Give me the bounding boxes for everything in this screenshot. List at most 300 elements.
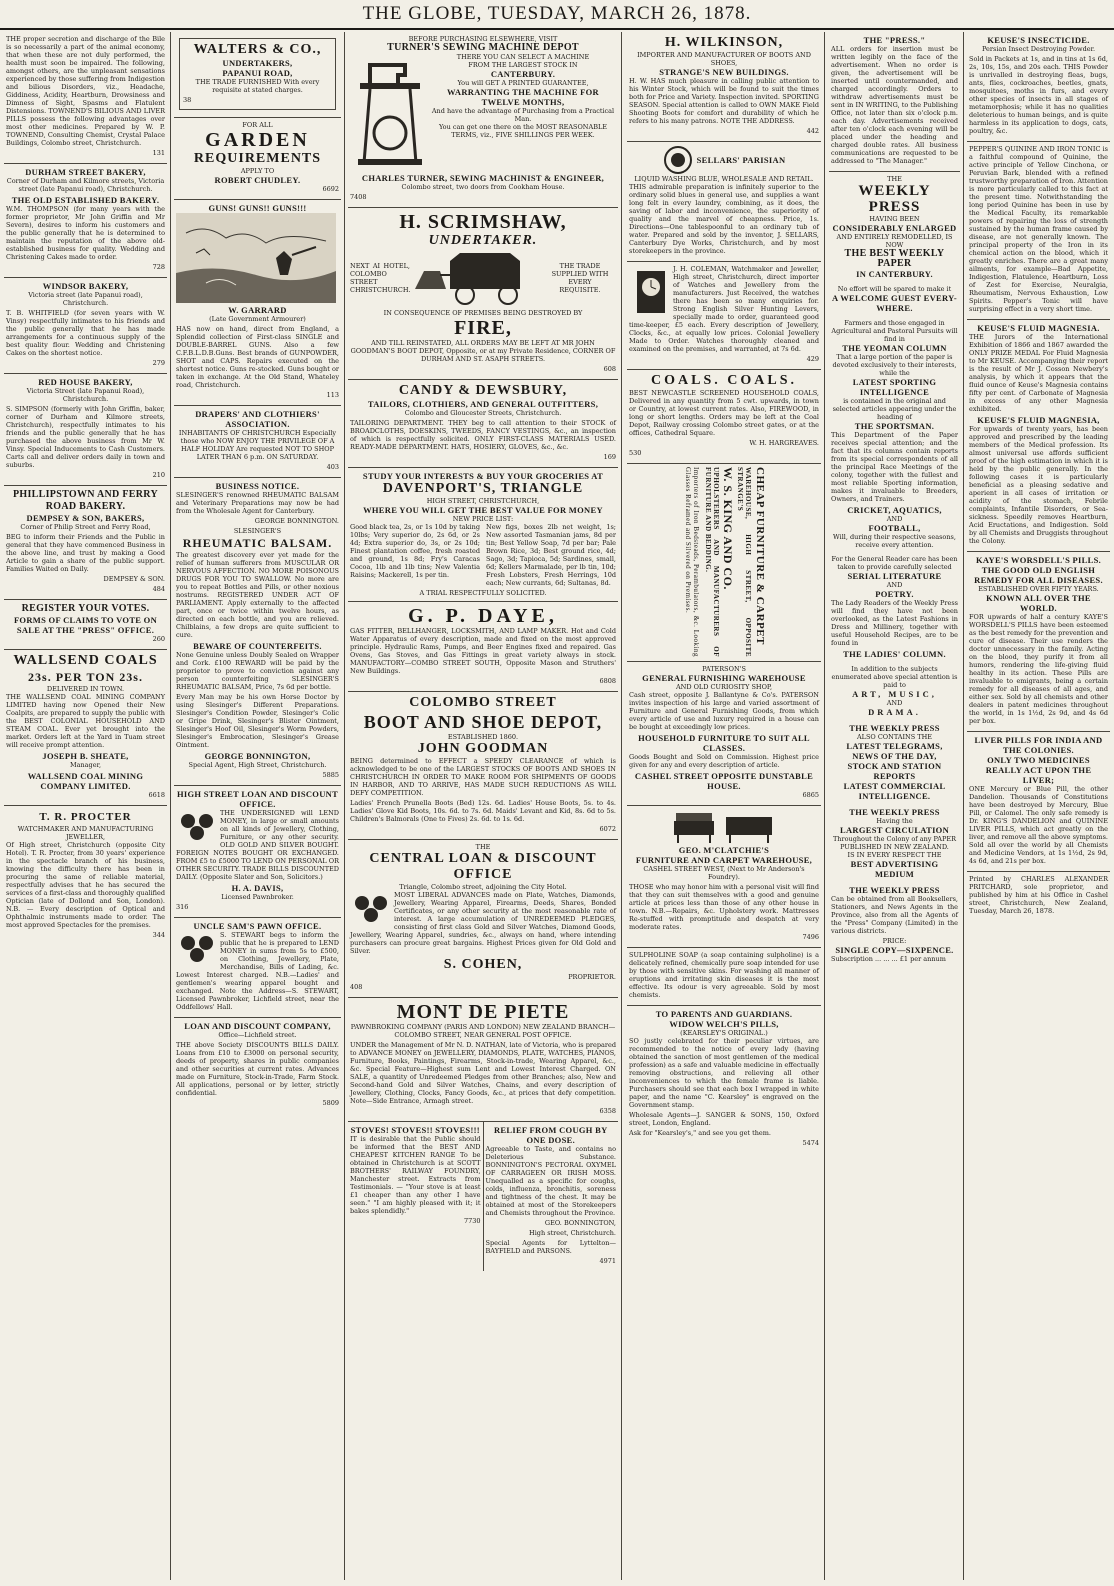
ad-pretitle: THE — [475, 843, 491, 851]
column-rule — [963, 32, 964, 1580]
ad-townend-pills — [4, 32, 167, 164]
ad-signature: DEMPSEY & SON. — [103, 575, 165, 583]
ad-address: WAREHOUSE, HIGH STREET, OPPOSITE STRANGE'S — [736, 467, 752, 657]
ad-phillipstown-bakery — [4, 486, 167, 600]
ad-address: NEXT AI HOTEL, COLOMBO STREET CHRISTCHURCH. — [350, 262, 411, 294]
ad-mclatchie-furniture — [627, 806, 821, 948]
ad-coleman-watchmaker — [627, 262, 821, 370]
ad-role: (Late Government Armourer) — [209, 315, 306, 323]
ad-body: None Genuine unless Doubly Sealed on Wrapper and Cork. £100 REWARD will be paid by the proprietor to prove to conviction against any person counterfeiting SLESINGER'S RHEUMATIC BALSAM, Price, 7s 6d per bottle. — [176, 651, 339, 691]
ad-number: 6618 — [148, 791, 165, 799]
ad-address: Colombo street, two doors from Cookham House. — [401, 183, 565, 191]
ad-line: CRICKET, AQUATICS, — [847, 505, 942, 515]
ad-address: Triangle, Colombo street, adjoining the City Hotel. — [399, 883, 567, 891]
ad-subtitle: Office—Lichfield street. — [218, 1031, 297, 1039]
ad-register-votes — [4, 600, 167, 650]
ad-warning: BEWARE OF COUNTERFEITS. — [193, 641, 322, 651]
ad-body: MOST LIBERAL ADVANCES made on Plate, Watches, Diamonds, Jewellery, Wearing Apparel, Firearms, Deeds, Shares, Bonded Certificates, or any other security at the most reasonable rate of interest. A large accumulation of UNREDEEMED PLEDGES, consisting of first class Gold and Silver Watches, Diamond Goods, Jewellery, Wearing Apparel, sundries, &c., always on hand, where intending purchasers can procure great bargains. Highest Prices given for Old Gold and Silver. — [350, 891, 616, 955]
hearse-engraving — [410, 249, 550, 309]
ad-signature: JOHN GOODMAN — [417, 741, 549, 756]
ad-title: HIGH STREET LOAN AND DISCOUNT OFFICE. — [176, 789, 339, 809]
ad-line: AND ENTIRELY REMODELLED, IS NOW — [836, 233, 953, 249]
ad-signature: GEO. BONNINGTON, — [544, 1219, 616, 1227]
ad-sulpholine-soap — [627, 948, 821, 1006]
ad-subtitle: Persian Insect Destroying Powder. — [981, 45, 1096, 53]
ad-body: SULPHOLINE SOAP (a soap containing sulpholine) is a delicately refined, chemically pure soap intended for use by those with sensitive skins. For washing all manner of eruptions and irritating skin diseases it is the most effective. Its odour is very agreeable. Sold by most chemists. — [629, 951, 819, 999]
ad-line: IS IN EVERY RESPECT THE — [847, 851, 942, 859]
ad-signature: W. GARRARD — [228, 305, 287, 315]
ad-address: CASHEL STREET OPPOSITE DUNSTABLE HOUSE. — [634, 771, 814, 791]
ad-body: FOR upwards of half a century KAYE'S WORSDELL'S PILLS have been esteemed as the best remedy for the prevention and cure of disease. Their use renders the doctor unnecessary in the family. Acting on the blood, they purify it from all humors, rendering the life-giving fluid healthy in its action. These Pills are invaluable to emigrants, being a certain remedy for all diseases of all ages, and either sex. Sold by all chemists and other dealers in patent medicines throughout the world, in 1s 1½d, 2s 9d, and 4s 6d per box. — [969, 613, 1108, 725]
ad-subtitle: FURNITURE AND CARPET WAREHOUSE, — [635, 855, 813, 865]
ad-line: PRICE: — [882, 937, 907, 945]
ad-daye-gasfitter — [348, 602, 618, 692]
ad-subtitle: LIQUID WASHING BLUE, WHOLESALE AND RETAIL. — [634, 175, 814, 183]
ad-role: Licensed Pawnbroker. — [221, 893, 294, 901]
ad-garrard-guns — [174, 200, 341, 406]
ad-tagline: WHERE YOU WILL GET THE BEST VALUE FOR MONEY — [363, 505, 603, 515]
ad-line: You will GET A PRINTED GUARANTEE, — [457, 79, 589, 87]
ad-line: CONSIDERABLY ENLARGED — [832, 223, 957, 233]
ad-loan-discount-company — [174, 1018, 341, 1113]
ad-body: IT is desirable that the Public should be informed that the BEST AND CHEAPEST KITCHEN RANGE To be obtained in Christchurch is at SCOTT BROTHERS' RAILWAY FOUNDRY, Manchester street. Extracts from Testimonials. — "Your stove is at least £1 cheaper than any other I have seen." "I am highly pleased with it; it bakes splendidly." — [350, 1135, 481, 1215]
ad-list: Ladies' French Prunella Boots (Bed) 12s. 6d. Ladies' House Boots, 5s. to 4s. Ladies' Glove Kid Boots, 10s. 6d. to 7s. 6d. Maids' Levant and Kid, 8s. 6d to 5s. Children's Balmorals (One to Fives) 2s. 6d. to 1s. 6d. — [350, 799, 616, 823]
ad-number: 6865 — [802, 791, 819, 799]
ad-title: G. P. DAYE, — [408, 605, 558, 627]
ad-role: High street, Christchurch. — [529, 1229, 616, 1237]
ad-title: THE "PRESS." — [863, 35, 926, 45]
pawn-balls-icon — [178, 933, 218, 963]
ad-body: THOSE who may honor him with a personal visit will find that they can suit themselves with a good and genuine article at prices less than those of any other house in town. N.B.—Repairs, &c. Upholstery work. Mattresses Re-stuffed with promptitude and despatch at very moderate rates. — [629, 883, 819, 931]
ad-body: ONE Mercury or Blue Pill, the other Dandelion. Thousands of Constitutions have been destroyed by Mercury, Blue Pill, or Calomel. The only safe remedy is Dr. KING'S DANDELION and QUININE LIVER PILLS, which act greatly on the liver, and remove all the above symptoms. Sold all over the world by all Chemists and Medicine Vendors, at 1s 1½d, 2s 9d, 4s 6d, and 21s per box. — [969, 785, 1108, 865]
ad-hargreaves-coals — [627, 370, 821, 464]
ad-line: For the General Reader care has been taken to provide carefully selected — [831, 555, 958, 571]
ad-windsor-bakery — [4, 278, 167, 374]
ad-number: 6692 — [322, 185, 339, 193]
ad-mont-de-piete — [348, 998, 618, 1122]
ad-pretitle: SLESINGER'S — [233, 527, 282, 535]
ad-subtitle: TAILORS, CLOTHIERS, AND GENERAL OUTFITTERS, — [367, 399, 599, 409]
ad-line: AND — [886, 515, 903, 523]
ad-title: RELIEF FROM COUGH BY ONE DOSE. — [493, 1125, 608, 1145]
ad-title: DRAPERS' AND CLOTHIERS' ASSOCIATION. — [195, 409, 320, 429]
ad-subtitle: ESTABLISHED OVER FIFTY YEARS. — [978, 585, 1099, 593]
ad-title: WEEKLY PRESS — [858, 183, 931, 215]
sewing-machine-engraving — [350, 53, 430, 173]
column-5 — [829, 32, 960, 1580]
ad-body: TAILORING DEPARTMENT. THEY beg to call attention to their STOCK of BROADCLOTHS, DOESKINS, TWEEDS, FANCY VESTINGS, &c., an inspection of which is respectfully solicited. ONLY FIRST-CLASS MATERIALS USED. READY-MADE DEPARTMENT. HATS, HOSIERY, GLOVES, &c., &c. — [350, 419, 616, 451]
ad-title: TO PARENTS AND GUARDIANS. — [655, 1009, 793, 1019]
ad-body: For upwards of twenty years, has been approved and prescribed by the leading members of the Medical profession. Its almost universal use affords sufficient proof of the high estimation in which it is held by the public generally. In the following cases it is particularly beneficial as a pleasing sedative and aperient in all cases of irritation or acidity of the stomach, Febrile complaints, Infantile Disorders, or Sea-sickness. Speedily removes Heartburn, Acid Eructations, and Indigestion. Sold by all Chemists and Druggists throughout the Colony. — [969, 425, 1108, 545]
column-1 — [4, 32, 167, 1580]
ad-line: DRAMA. — [868, 707, 921, 717]
ad-body: W.M. THOMPSON (for many years with the former proprietor, Mr John Griffin and Mr Severn), desires to inform his customers and the public generally that he is determined to maintain the reputation of the above old-established business for quality. Wedding and Christening Cakes made to order. — [6, 205, 165, 261]
ad-sellars-blue — [627, 142, 821, 262]
ad-subtitle: THE OLD ESTABLISHED BAKERY. — [11, 195, 160, 205]
ad-line: And have the advantage of Purchasing from a Practical Man. — [431, 107, 615, 123]
ad-line: Subscription ... ... ... £1 per annum — [831, 955, 946, 963]
ad-title: WINDSOR BAKERY, — [42, 281, 129, 291]
ad-title: MONT DE PIETE — [396, 1001, 570, 1023]
ad-agent: Wholesale Agents—J. SANGER & SONS, 150, Oxford street, London, England. — [629, 1111, 819, 1127]
column-rule — [170, 32, 171, 1580]
ad-number: 6808 — [599, 677, 616, 685]
ad-line: In addition to the subjects enumerated above special attention is paid to — [831, 665, 958, 689]
ad-line: THE YEOMAN COLUMN — [842, 343, 947, 353]
ad-subtitle: PAWNBROKING COMPANY (PARIS AND LONDON) NEW ZEALAND BRANCH—COLOMBO STREET, NEAR GENERAL POST OFFICE. — [350, 1023, 616, 1039]
ad-title: H. WILKINSON, — [664, 35, 784, 50]
ad-signature: W. H. HARGREAVES. — [749, 439, 819, 447]
ad-number: 131 — [152, 149, 165, 157]
ad-title: HOUSEHOLD FURNITURE TO SUIT ALL CLASSES. — [638, 733, 810, 753]
ad-body: THE above Society DISCOUNTS BILLS DAILY. Loans from £10 to £3000 on personal security, deeds of property, shares in public companies and other securities at current rates. Advances made on Furniture, Stock-in-Trade, Farm Stock. All applications, personal or by letter, strictly confidential. — [176, 1041, 339, 1097]
ad-line: IN CANTERBURY. — [856, 269, 933, 279]
ad-signature: CHARLES TURNER, SEWING MACHINIST & ENGINEER, — [361, 173, 605, 183]
ad-address: Corner of Durham and Kilmore streets, Victoria street (late Papanui road), Christchurch. — [6, 177, 165, 193]
printer-imprint: Printed by CHARLES ALEXANDER PRITCHARD, sole proprietor, and published by him at his Office in Cashel street, Christchurch, New Zealand, Tuesday, March 26, 1878. — [969, 875, 1108, 915]
ad-durham-bakery — [4, 164, 167, 278]
ad-welch-pills — [627, 1006, 821, 1153]
ad-uncle-sams-pawn — [174, 918, 341, 1018]
ad-title: T. R. PROCTER — [39, 811, 132, 823]
ad-title: CENTRAL LOAN & DISCOUNT OFFICE — [369, 851, 597, 882]
ad-title: REQUIREMENTS — [193, 151, 322, 166]
ad-address: Victoria street (late Papanui road), Christchurch. — [28, 291, 143, 307]
ad-body: H. W. HAS much pleasure in calling public attention to his Winter Stock, which will be found to suit the times both for Price and Variety. Inspection invited. SPORTING SEASON. Special attention is called to OWN MAKE Field Shooting Boots for comfort and durability of which he refers to his many patrons. NOTE THE ADDRESS. — [629, 77, 819, 125]
ad-title: REGISTER YOUR VOTES. — [21, 603, 150, 614]
ad-pretitle: BEFORE PURCHASING ELSEWHERE, VISIT — [408, 35, 558, 43]
ad-body: This Department of the Paper receives special attention; and the fact that its columns contain reports from its special correspondents of all the principal Race Meetings of the colony, together with the fullest and most reliable Sporting information, makes it invaluable to Breeders, Owners, and Trainers. — [831, 431, 958, 503]
ad-subtitle: DEMPSEY & SON, BAKERS, — [26, 513, 145, 523]
ad-title: KEUSE'S FLUID MAGNESIA, — [977, 415, 1100, 425]
ad-number: 38 — [183, 96, 192, 104]
ad-title: DAVENPORT'S, TRIANGLE — [382, 481, 584, 496]
ad-subtitle: DELIVERED IN TOWN. — [46, 685, 125, 693]
ad-body: THE TRADE FURNISHED With every requisite at stated charges. — [195, 78, 320, 94]
ad-line: NEWS OF THE DAY, — [852, 751, 937, 761]
ad-title: FIRE, — [454, 317, 512, 339]
ad-pretitle: COLOMBO STREET — [409, 695, 557, 710]
ad-line: LATEST SPORTING INTELLIGENCE — [852, 377, 937, 397]
ad-title: BOOT AND SHOE DEPOT, — [363, 712, 603, 732]
ad-subtitle: IMPORTER AND MANUFACTURER OF BOOTS AND SHOES, — [637, 51, 811, 67]
hunting-scene-engraving — [176, 213, 336, 303]
price-list-right: New figs, boxes 2lb net weight, 1s; New assorted Tasmanian jams, 8d per tin; Best Yellow Soap, 7d per bar; Pale Brown Rice, 3d; Best ground rice, 4d; Sago, 3d; Tapioca, 5d; Sardines, small, 6d; Kellers Marmalade, per lb tin, 10d; Fresh Lobsters, Fresh Herrings, 10d each; New currants, 6d; Sultanas, 8d. — [486, 523, 616, 587]
ad-body: AND TILL REINSTATED, ALL ORDERS MAY BE LEFT AT MR JOHN GOODMAN'S BOOT DEPOT, Opposite, or at my Private Residence, CORNER OF DURHAM AND ST. ASAPH STREETS. — [350, 339, 616, 363]
ad-line: FOOTBALL, — [868, 523, 921, 533]
ad-line: BEST ADVERTISING MEDIUM — [850, 859, 939, 879]
ad-line: Farmers and those engaged in Agricultural and Pastoral Pursuits will find in — [831, 319, 958, 343]
ad-number: 608 — [603, 365, 616, 373]
clock-engraving — [631, 267, 671, 317]
ad-subtitle: ESTABLISHED 1860. — [447, 733, 519, 741]
ad-title: TURNER'S SEWING MACHINE DEPOT — [387, 42, 579, 53]
ad-signature: GEORGE BONNINGTON. — [254, 517, 339, 525]
ad-turner-sewing — [348, 32, 618, 208]
ad-line: THE WEEKLY PRESS — [849, 885, 940, 895]
ad-line: THE WEEKLY PRESS — [849, 723, 940, 733]
ad-address: HIGH STREET, CHRISTCHURCH, — [426, 497, 540, 505]
ad-number: 403 — [326, 463, 339, 471]
ad-line: THE SPORTSMAN. — [854, 421, 935, 431]
ad-number: 279 — [152, 359, 165, 367]
price-list-left: Good black tea, 2s, or 1s 10d by taking 10lbs; Very superior do, 2s 6d, or 2s 4d; Extra superior do, 3s, or 2s 10d; Finest plantation coffee, fresh roasted and ground, 1s 8d; Fry's Caracas Cocoa, 1lb and 1lb tins; New Valentia Raisins; Mackerell, 1s per tin. — [350, 523, 480, 579]
ad-role: Special Agent, High Street, Christchurch. — [188, 761, 327, 769]
ad-number: 5809 — [322, 1099, 339, 1107]
ad-signature: ROBERT CHUDLEY. — [214, 175, 301, 185]
ad-body: T. B. WHITFIELD (for seven years with W. Vinsy) respectfully intimates to his friends and the public generally that he has made arrangements for a continuous supply of the best quality flour. Wedding and Christening Cakes on the shortest notice. — [6, 309, 165, 357]
ad-davenports — [348, 468, 618, 602]
ad-subtitle: THE GOOD OLD ENGLISH REMEDY FOR ALL DISEASES. — [974, 565, 1103, 585]
ad-number: 484 — [152, 585, 165, 593]
ad-line: No effort will be spared to make it — [837, 285, 952, 293]
ad-body: Sold in Packets at 1s, and in tins at 1s 6d, 2s, 10s, 15s, and 20s each. THIS Powder is unrivalled in destroying fleas, bugs, ants, flies, cockroaches, beetles, gnats, mosquitoes, moths in furs, and every other species of insects in all stages of metamorphosis; while it has no qualities deleterious to human beings, and is quite harmless in its application to dogs, cats, poultry, &c. — [969, 55, 1108, 135]
ad-number: 210 — [152, 471, 165, 479]
ad-press-notice — [829, 32, 960, 172]
ad-line: A WELCOME GUEST EVERY-WHERE. — [832, 293, 957, 313]
ad-line: You can get one there on the MOST REASONABLE TERMS, viz., FIVE SHILLINGS PER WEEK. — [438, 123, 608, 139]
column-rule — [824, 32, 825, 1580]
ad-line: STOCK AND STATION REPORTS — [847, 761, 942, 781]
ad-line: THE LADIES' COLUMN. — [843, 649, 946, 659]
column-3 — [348, 32, 618, 1580]
ad-pretitle: STUDY YOUR INTERESTS & BUY YOUR GROCERIES AT — [362, 471, 604, 481]
ad-subtitle: ONLY TWO MEDICINES REALLY ACT UPON THE LIVER; — [985, 755, 1092, 785]
column-4 — [627, 32, 821, 1580]
ad-body: THE proper secretion and discharge of the Bile is so necessarily a part of the animal economy, that when these are not duly performed, the health must soon be impaired. The following, amongst others, are the unpleasant sensations experienced by those suffering from Indigestion and bilious Disorders, viz., Headache, Giddiness, Acidity, Heartburn, Drowsiness and Dimness of Sight, Spasms and Flatulent Distensions. TOWNEND'S BILIOUS AND LIVER PILLS possess the following advantages over most other medicines. Prepared by W. P. TOWNEND, Consulting Chemist, Crystal Palace Buildings, Colombo street, Christchurch. — [6, 35, 165, 147]
ad-subtitle: WATCHMAKER AND MANUFACTURING JEWELLER, — [17, 825, 154, 841]
ad-signature: H. A. DAVIS, — [231, 883, 284, 893]
ad-price: 23s. PER TON 23s. — [28, 670, 143, 684]
ad-tagline: THE TRADE SUPPLIED WITH EVERY REQUISITE. — [551, 262, 609, 294]
ad-number: 344 — [152, 931, 165, 939]
pawn-balls-icon — [352, 893, 392, 923]
ad-paterson-furnishing — [627, 662, 821, 806]
ad-line: SINGLE COPY—SIXPENCE. — [835, 945, 954, 955]
ad-body: Of High street, Christchurch (opposite City Hotel). T. R. Procter, from 30 years' experience in the spectacle branch of his business, knowing the difficulty there has been in procuring the same of reliable material, respectfully advises that he has secured the services of a first-class and thoroughly qualified Optician (late of Dollond and Son, London). N.B. — Every description of Optical and Ophthalmic instruments made to order. The most approved Spectacles for the premises. — [6, 841, 165, 929]
ad-body: J. H. COLEMAN, Watchmaker and Jeweller, High street, Christchurch, direct importer of Watches and Jewellery from the manufacturers. Just Received, the watches there has been so many enquiries for. Strong English Silver Hunting Levers, specially made to order, guaranteed good time-keeper, £5 each. Every description of Jewellery, Clocks, &c., at equally low prices. Colonial Jewellery Made to Order. Watches thoroughly cleaned and examined on the premises, and warranted, at 7s 6d. — [629, 265, 819, 353]
ad-subtitle: APPLY TO — [240, 167, 275, 175]
column-rule — [344, 32, 345, 1580]
ad-title: PHILLIPSTOWN AND FERRY ROAD BAKERY. — [13, 489, 158, 512]
ad-candy-dewsbury — [348, 380, 618, 468]
ad-body: THE Jurors of the International Exhibition of 1866 and 1867 awarded the ONLY PRIZE MEDAL For Fluid Magnesia to Mr KEUSE. Accompanying their report is the result of Mr J. Cosson Newbery's analysis, by which it appears that the fluid ounce of Keuse's Magnesia contains fifty per cent. of Carbonate of Magnesia in excess of any other Magnesia exhibited. — [969, 333, 1108, 413]
ad-body: Can be obtained from all Booksellers, Stationers, and News Agents in the Province, also from all the Agents of the "Press" Company (Limited) in the various districts. — [831, 895, 958, 935]
ad-wilkinson-boots — [627, 32, 821, 142]
ad-subtitle: AND OLD CURIOSITY SHOP, — [675, 683, 773, 691]
ad-signature: S. COHEN, — [443, 957, 523, 972]
furniture-engraving — [664, 809, 784, 845]
ad-title: GEO. M'CLATCHIE'S — [678, 845, 770, 855]
ad-title: RED HOUSE BAKERY, — [38, 377, 133, 387]
ad-body: THE WALLSEND COAL MINING COMPANY LIMITED having now Opened their New Coalpits, are prepared to supply the public with the BEST COLONIAL HOUSEHOLD AND STEAM COAL. Ever yet brought into the market. Orders left at the Yard in Tuam street will receive prompt attention. — [6, 693, 165, 749]
ad-subtitle: UNDERTAKERS, — [222, 58, 293, 68]
ad-title: DURHAM STREET BAKERY, — [25, 167, 146, 177]
ad-body: BEG to inform their Friends and the Public in general that they have commenced Business in the above line, and trust by making a Good Article to gain a share of the public support. Families Waited on Daily. — [6, 533, 165, 573]
ad-pretitle: FOR ALL — [242, 121, 273, 129]
ad-body: The Lady Readers of the Weekly Press will find they have not been overlooked, as the Latest Fashions in Dress and Millinery, together with useful Household Recipes, are to be found in — [831, 599, 958, 647]
ad-body: BEING determined to EFFECT a SPEEDY CLEARANCE of which is acknowledged to be one of the LARGEST STOCKS OF BOOTS AND SHOES IN CHRISTCHURCH IN ORDER TO MAKE ROOM FOR SHIPMENTS OF GOODS IN HARBOR, AND TO ARRIVE, HAS MADE SUCH REDUCTIONS AS WILL DEFY COMPETITION. — [350, 757, 616, 797]
ad-body: HAS now on hand, direct from England, a Splendid collection of First-class SINGLE and DOUBLE-BARREL GUNS. Also a few C.F.B.L.D.B.Guns. Best brands of GUNPOWDER, SHOT and CAPS. Repairs executed on the shortest notice. Guns re-stocked. Guns bought or taken in exchange. At the Old Stand, Whateley road, Christchurch. — [176, 325, 339, 389]
ad-subtitle: (KEARSLEY'S ORIGINAL.) — [680, 1029, 768, 1037]
ad-subtitle: UPHOLSTERERS AND MANUFACTURERS OF FURNITURE AND BEDDING. — [704, 467, 720, 657]
ad-company: WALLSEND COAL MINING COMPANY LIMITED. — [27, 771, 144, 791]
ad-pepper-quinine — [967, 142, 1110, 320]
column-2 — [174, 32, 341, 1580]
ad-title: COALS. COALS. — [651, 373, 797, 388]
ad-king-furniture-vertical — [627, 464, 821, 662]
ad-address: CASHEL STREET WEST, (Next to Mr Anderson's Foundry). — [643, 865, 805, 881]
ad-signature: JOSEPH B. SHEATE, — [42, 751, 129, 761]
ad-red-house-bakery — [4, 374, 167, 486]
ad-body: THE UNDERSIGNED will LEND MONEY, in large or small amounts on all kinds of Jewellery, Clothing, Furniture, or any other security. OLD GOLD AND SILVER BOUGHT. FOREIGN NOTES BOUGHT OR EXCHANGED. FROM £5 to £5000 TO LEND ON PERSONAL OR OTHER SECURITY. TRADE BILLS DISCOUNTED DAILY. (Opposite Slater and Son, Solicitors.) — [176, 809, 339, 881]
ad-body: ALL orders for insertion must be written legibly on the face of the advertisement. When no order is given, the advertisement will be inserted until countermanded, and charged accordingly. Orders to withdraw advertisements must be sent in IN WRITING, to the Publishing Office, not later than six o'clock p.m. each day. Advertisements received after ten o'clock each evening will be placed under the heading and charged double rates. All business communications are requested to be addressed to "The Manager." — [831, 45, 958, 165]
ad-number: 113 — [326, 391, 339, 399]
ad-line: LARGEST CIRCULATION — [839, 825, 950, 835]
pawn-balls-icon — [178, 811, 218, 841]
ad-pretitle: PATERSON'S — [702, 665, 746, 673]
ad-body: Agreeable to Taste, and contains no Deleterious Substance. BONNINGTON'S PECTORAL OXYMEL OF CARRAGEEN OR IRISH MOSS. Unequalled as a specific for coughs, colds, influenza, bronchitis, soreness and tightness of the chest. It may be obtained at most of the Storekeepers and Chemists throughout the Province. — [485, 1145, 616, 1217]
ad-kaye-pills — [967, 552, 1110, 732]
ad-title: BUSINESS NOTICE. — [215, 481, 300, 491]
ad-body: The greatest discovery ever yet made for the relief of human sufferers from MUSCULAR OR NERVOUS AFFECTION. NO MORE POISONOUS DRUGS FOR YOU TO SWALLOW. No more are you to repeat Bottles and Pills, or other noxious nostrums. REGISTERED UNDER ACT OF PARLIAMENT. Apply externally to the affected part, once or twice within twelve hours, as directed on each bottle, and you are relieved. Chilblains, a few drops are quite sufficient to cure. — [176, 551, 339, 639]
ad-tagline: Ask for "Kearsley's," and see you get them. — [629, 1129, 771, 1137]
ad-number: 4971 — [599, 1257, 616, 1265]
ad-number: 6358 — [599, 1107, 616, 1115]
ad-number: 169 — [603, 453, 616, 461]
ad-subtitle: UNDERTAKER. — [428, 233, 538, 248]
ad-line: TWELVE MONTHS, — [481, 97, 565, 107]
ad-title: UNCLE SAM'S PAWN OFFICE. — [193, 921, 322, 931]
ad-high-street-loan — [174, 786, 341, 918]
ad-body: FORMS OF CLAIMS TO VOTE ON SALE AT THE "PRESS" OFFICE. — [13, 615, 158, 635]
ad-tagline: A TRIAL RESPECTFULLY SOLICITED. — [419, 589, 547, 597]
ad-line: SERIAL LITERATURE — [847, 571, 942, 581]
ad-number: 5885 — [322, 771, 339, 779]
ad-body: BEST NEWCASTLE SCREENED HOUSEHOLD COALS, Delivered in any quantity from 5 cwt. upwards, in town or Country, at lowest current rates. Also, FIREWOOD, in long or short lengths. Orders may be left at the Coal Depot, Railway crossing Colombo street gates, or at the offices, Cathedral Square. — [629, 389, 819, 437]
ad-business-notice — [174, 478, 341, 786]
ad-pretitle: THE — [887, 175, 902, 183]
ad-line: AND — [886, 699, 903, 707]
ad-body: S. STEWART begs to inform the public that he is prepared to LEND MONEY in sums from 5s to £500, on Clothing, Jewellery, Plate, Merchandise, Bills of Lading, &c. Lowest Interest charged. N.B.—Ladies' and gentlemen's wearing apparel bought and exchanged. Note the Address—S. STEWART, Licensed Pawnbroker, Lichfield street, near the Oddfellows' Hall. — [176, 931, 339, 1011]
ad-title: H. SCRIMSHAW, — [399, 211, 567, 233]
ad-title: LIVER PILLS FOR INDIA AND THE COLONIES. — [974, 735, 1103, 755]
ad-line: ALSO CONTAINS THE — [856, 733, 933, 741]
price-list-title: NEW PRICE LIST: — [452, 515, 514, 523]
ad-line: FROM THE LARGEST STOCK IN — [468, 61, 578, 69]
ad-pretitle: IN CONSEQUENCE OF PREMISES BEING DESTROYED BY — [383, 309, 583, 317]
ad-garden-requirements — [174, 118, 341, 200]
ad-address: Colombo and Gloucester Streets, Christchurch. — [404, 409, 562, 417]
ad-title: STOVES! STOVES!! STOVES!!! — [350, 1125, 480, 1135]
ad-body: INHABITANTS OF CHRISTCHURCH Especially those who NOW ENJOY THE PRIVILEGE OF A HALF HOLIDAY Are requested NOT TO SHOP LATER THAN 6 p.m. ON SATURDAY. — [178, 429, 337, 461]
ad-line: THERE YOU CAN SELECT A MACHINE — [456, 53, 590, 61]
ad-body: SLESINGER'S renowned RHEUMATIC BALSAM and Veterinary Preparations may now be had from the Wholesale Agent for Canterbury. — [176, 491, 339, 515]
ad-line: Throughout the Colony of any PAPER PUBLISHED IN NEW ZEALAND. — [832, 835, 957, 851]
ad-line: LATEST COMMERCIAL INTELLIGENCE. — [843, 781, 946, 801]
ad-tagline: KNOWN ALL OVER THE WORLD. — [986, 593, 1091, 613]
column-rule — [621, 32, 622, 1580]
ad-line: THE BEST WEEKLY PAPER — [844, 248, 945, 269]
ad-line: Will, during their respective seasons, receive every attention. — [833, 533, 956, 549]
ad-signature: GEORGE BONNINGTON, — [204, 751, 311, 761]
ad-body: Cash street, opposite J. Ballantyne & Co's. PATERSON invites inspection of his large and varied assortment of Furniture and General Furnishing Goods, from which every article of use and luxury required in a house can be bought at exceedingly low prices. — [629, 691, 819, 731]
ad-title: W. S. KING AND CO. — [721, 467, 735, 590]
ad-number: 728 — [152, 263, 165, 271]
ad-role: PROPRIETOR. — [568, 973, 616, 981]
ad-title: CANDY & DEWSBURY, — [398, 383, 568, 398]
ad-title: SELLARS' PARISIAN — [696, 155, 786, 165]
ad-address: Victoria Street (late Papanui Road), Christchurch. — [26, 387, 145, 403]
ad-drapers-association — [174, 406, 341, 478]
ad-bonnington-cough — [484, 1122, 619, 1271]
ad-number: 408 — [350, 983, 363, 991]
ad-number: 429 — [806, 355, 819, 363]
ad-liver-pills — [967, 732, 1110, 872]
ad-line: POETRY. — [875, 589, 914, 599]
ad-body: PEPPER'S QUININE AND IRON TONIC is a faithful compound of Quinine, the active principle of Yellow Cinchona, or Peruvian Bark, blended with a refined trustworthy preparation of Iron. Attention is more particularly called to this fact at the present time. Notwithstanding the long period Quinine has been in use by the Medical Faculty, its remarkable powers of repairing the loss of strength sustained by the human frame caused by disease, are not generally known. The principal property of the Iron in its chemical action on the blood, which it greatly enriches. There are a great many ailments, for example—Bad Appetite, Indigestion, Flatulence, Heartburn, Loss of Zest for Exercise, Neuralgia, Rheumatism, Nervous Exhaustion, Low Spirits. Pepper's Tonic will have surprising effect in a very short time. — [969, 145, 1108, 313]
ad-scrimshaw-undertaker — [348, 208, 618, 380]
ad-body: THIS admirable preparation is infinitely superior to the ordinary solid blues in general use, and supplies a want long felt in every laundry, combining, as it does, the saving of labor and inconvenience, the superiority of quality and the marvel of cheapness. Price, 1s. Directions—One tablespoonful to an ordinary tub of water. Prepared and sold by the inventor, J. SELLARS, Canterbury Dye Works, Christchurch, and by most storekeepers in the province. — [629, 183, 819, 255]
ad-number: 442 — [806, 127, 819, 135]
ad-number: 7496 — [802, 933, 819, 941]
ad-line: LATEST TELEGRAMS, — [846, 741, 943, 751]
ad-line: AND — [886, 581, 903, 589]
ad-line: CANTERBURY. — [490, 69, 556, 79]
ad-title: CHEAP FURNITURE & CARPET — [754, 467, 766, 645]
ad-title: WALTERS & CO., — [193, 42, 322, 57]
bottom-ads-row — [348, 1122, 618, 1271]
ad-line: WARRANTING THE MACHINE FOR — [447, 87, 599, 97]
column-6 — [967, 32, 1110, 1580]
ad-number: 316 — [176, 903, 189, 911]
ad-body: Every Man may be his own Horse Doctor by using Slesinger's Different Preparations. Slesinger's Condition Powder, Slesinger's Colic or Gripe Drink, Slesinger's Blister Ointment, Slesinger's Hoof Oil, Slesinger's Worm Powders, Slesinger's Embrocation, Slesinger's Grease Ointment. — [176, 693, 339, 749]
ad-weekly-press — [829, 172, 960, 969]
imprint — [967, 872, 1110, 921]
ad-body: SO justly celebrated for their peculiar virtues, are recommended to the notice of every lady (having obtained the sanction of most gentlemen of the medical profession) as a safe and valuable medicine in effectually removing obstructions, and relieving all other inconveniences to which the female frame is liable. Purchasers should see that each box I wrapped in white paper, and the name "C. Kearsley" is engraved on the Government stamp. — [629, 1037, 819, 1109]
ad-central-loan — [348, 840, 618, 998]
ad-body: UNDER the Management of Mr N. D. NATHAN, late of Victoria, who is prepared to ADVANCE MONEY on JEWELLERY, DIAMONDS, PLATE, WATCHES, PIANOS, Furniture, Books, Paintings, Firearms, Stock-in-trade, Wearing Apparel, &c., &c. Special Feature—Highest sum Lent and Lowest Interest Charged. ON SALE, a quantity of Unredeemed Pledges from other Branches; also, New and Second-hand Gold and Silver Watches, Chains, and every description of Jewellery, Clothing, Clocks, Fancy Goods, &c., at prices that defy competition. Note—Side Entrance, Armagh street. — [350, 1041, 616, 1105]
ad-line: THE WEEKLY PRESS — [849, 807, 940, 817]
ad-body: Goods Bought and Sold on Commission. Highest price given for any and every description of article. — [629, 753, 819, 769]
ad-title: KEUSE'S INSECTICIDE. — [987, 35, 1090, 45]
ad-number: 6072 — [599, 825, 616, 833]
ad-walters-undertakers — [174, 32, 341, 118]
ad-title: KEUSE'S FLUID MAGNESIA. — [977, 323, 1100, 333]
ad-address: STRANGE'S NEW BUILDINGS. — [659, 67, 789, 77]
ad-number: 530 — [629, 449, 642, 457]
ad-body: Importers of Iron Bedsteads, Perambulators, &c. Looking Glasses Reframed and Silvered on Premises. — [684, 467, 700, 657]
ad-title: KAYE'S WORSDELL'S PILLS. — [975, 555, 1102, 565]
ad-role: Manager, — [69, 761, 102, 769]
ad-title: GENERAL FURNISHING WAREHOUSE — [642, 673, 806, 683]
ad-line: is contained in the original and selected articles appearing under the heading of — [832, 397, 957, 421]
ad-subtitle: WIDOW WELCH'S PILLS, — [669, 1019, 779, 1029]
ad-title: RHEUMATIC BALSAM. — [182, 536, 333, 550]
ad-body: GAS FITTER, BELLHANGER, LOCKSMITH, AND LAMP MAKER. Hot and Cold Water Apparatus of every description, made and fixed on the most approved principle. Hydraulic Rams, Pumps, and Beer Engines fixed and repaired. Gas Ovens, Gas Stoves, and Gas Fittings in great variety always in stock. MANUFACTORY—COMBO STREET SOUTH, Opposite Mason and Struthers' New Buildings. — [350, 627, 616, 675]
ad-procter-watchmaker — [4, 806, 167, 945]
ad-title: LOAN AND DISCOUNT COMPANY, — [184, 1021, 331, 1031]
masthead: THE GLOBE, TUESDAY, MARCH 26, 1878. — [0, 0, 1114, 30]
ad-agent: Special Agents for Lyttelton—BAYFIELD and PARSONS. — [485, 1239, 616, 1255]
ad-line: Having the — [876, 817, 913, 825]
ad-number: 7730 — [463, 1217, 481, 1225]
ad-line: HAVING BEEN — [869, 215, 920, 223]
ad-number: 7408 — [350, 193, 367, 201]
ad-scott-stoves — [348, 1122, 484, 1271]
ad-address: Corner of Philip Street and Ferry Road, — [20, 523, 151, 531]
ad-body: S. SIMPSON (formerly with John Griffin, baker, corner of Durham and Kilmore streets, Christchurch), respectfully intimates to his friends and the public generally that he has purchased the above business from Mr W. Vinsy. Special Inducements to Cash Customers. Carts call and deliver orders daily in town and suburbs. — [6, 405, 165, 469]
